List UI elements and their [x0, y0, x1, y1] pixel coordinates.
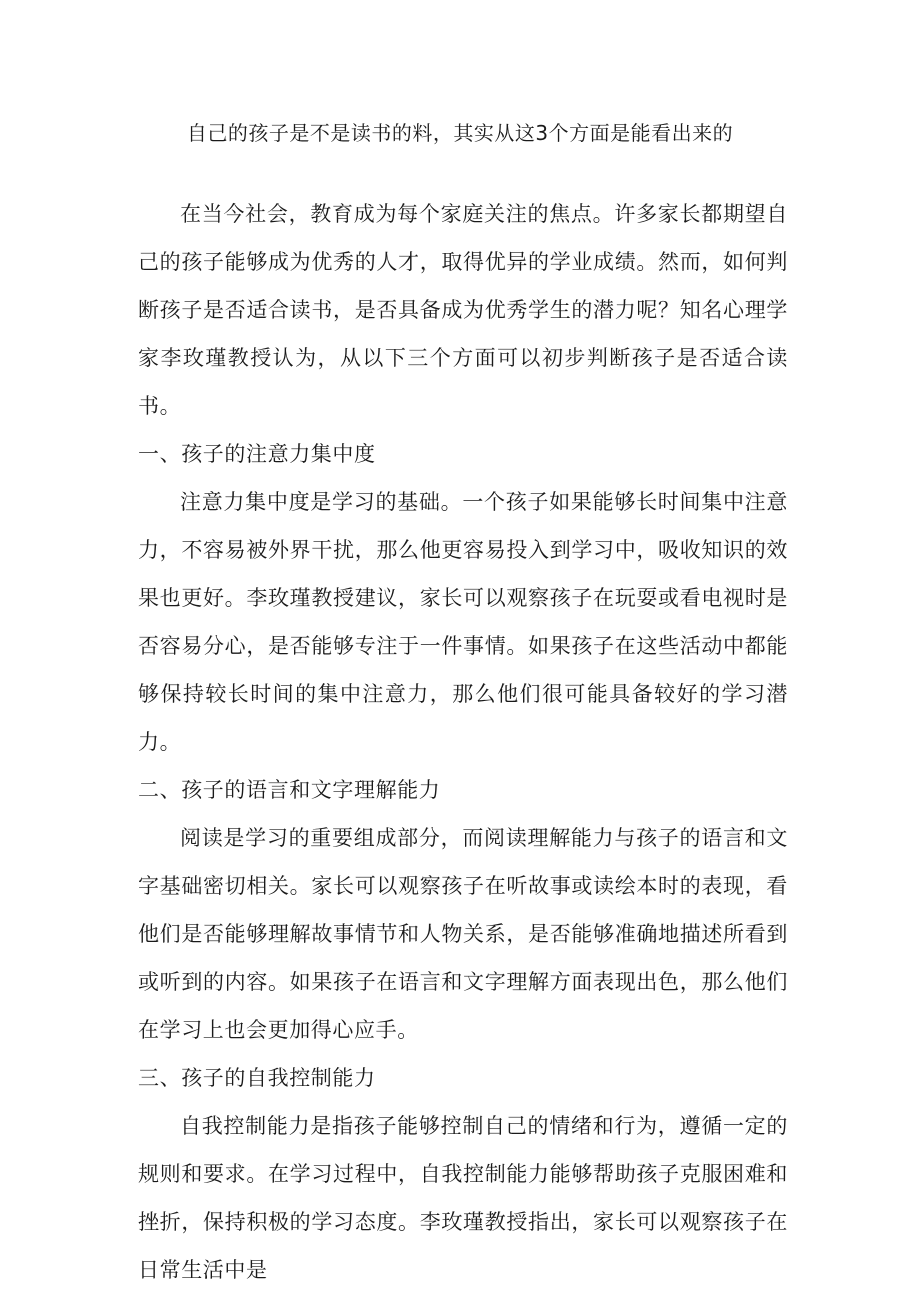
section-heading-language: 二、孩子的语言和文字理解能力 [138, 778, 441, 802]
section-paragraph-self-control: 自我控制能力是指孩子能够控制自己的情绪和行为，遵循一定的规则和要求。在学习过程中，自我控制能力能够帮助孩子克服困难和挫折，保持积极的学习态度。李玫瑾教授指出，家长可以观察孩子在日常生活中是 [138, 1114, 788, 1282]
section-heading-attention: 一、孩子的注意力集中度 [138, 442, 376, 466]
section-heading-self-control: 三、孩子的自我控制能力 [138, 1066, 376, 1090]
document-title: 自己的孩子是不是读书的料，其实从这3个方面是能看出来的 [186, 121, 734, 145]
intro-paragraph: 在当今社会，教育成为每个家庭关注的焦点。许多家长都期望自己的孩子能够成为优秀的人才，取得优异的学业成绩。然而，如何判断孩子是否适合读书，是否具备成为优秀学生的潜力呢？知名心理学家李玫瑾教授认为，从以下三个方面可以初步判断孩子是否适合读书。 [138, 202, 788, 418]
section-paragraph-attention: 注意力集中度是学习的基础。一个孩子如果能够长时间集中注意力，不容易被外界干扰，那么他更容易投入到学习中，吸收知识的效果也更好。李玫瑾教授建议，家长可以观察孩子在玩耍或看电视时是否容易分心，是否能够专注于一件事情。如果孩子在这些活动中都能够保持较长时间的集中注意力，那么他们很可能具备较好的学习潜力。 [138, 490, 788, 754]
document-body [138, 190, 788, 1294]
section-paragraph-language: 阅读是学习的重要组成部分，而阅读理解能力与孩子的语言和文字基础密切相关。家长可以观察孩子在听故事或读绘本时的表现，看他们是否能够理解故事情节和人物关系，是否能够准确地描述所看到或听到的内容。如果孩子在语言和文字理解方面表现出色，那么他们在学习上也会更加得心应手。 [138, 826, 788, 1042]
